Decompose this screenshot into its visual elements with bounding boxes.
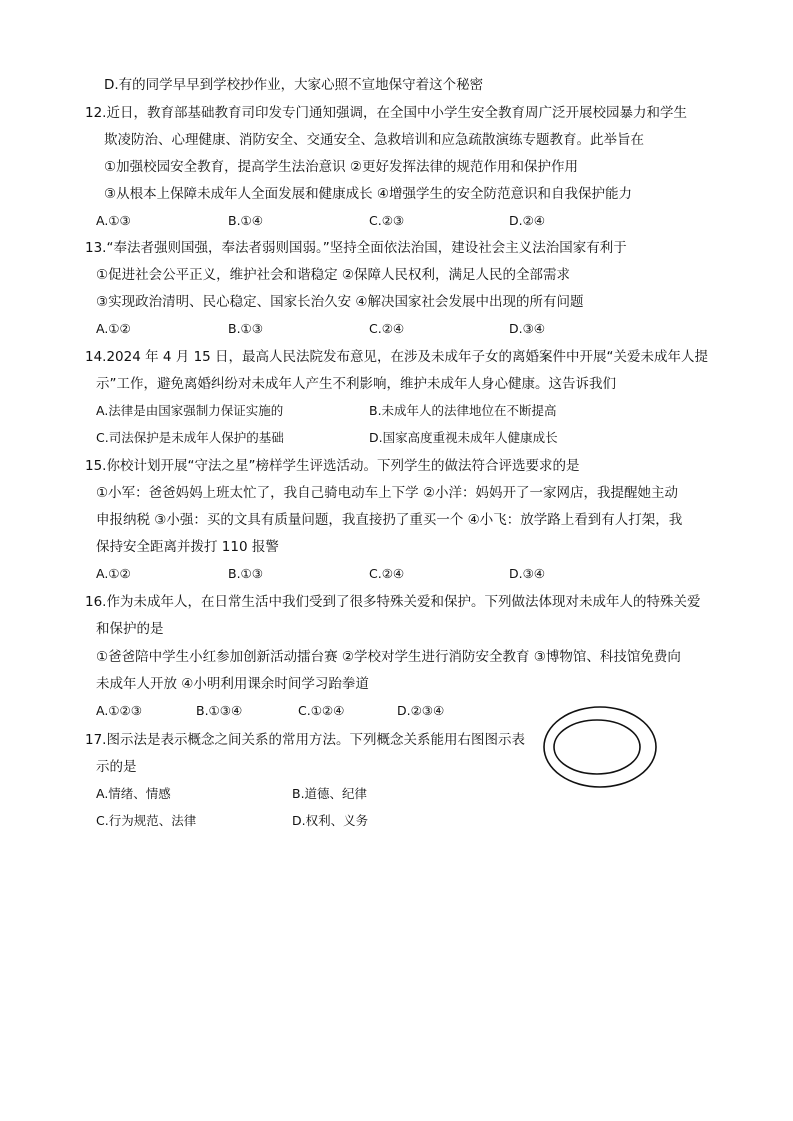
q14-option-a: A.法律是由国家强制力保证实施的: [96, 403, 284, 418]
q15-item-line-2: 申报纳税 ③小强：买的文具有质量问题，我直接扔了重买一个 ④小飞：放学路上看到有人打架，我: [96, 512, 683, 528]
q16-stem-line-2: 和保护的是: [96, 621, 164, 637]
q12-item-line-1: ①加强校园安全教育，提高学生法治意识 ②更好发挥法律的规范作用和保护作用: [104, 159, 578, 175]
q13-option-c: C.②④: [369, 321, 405, 336]
q17-option-a: A.情绪、情感: [96, 786, 171, 801]
q17-stem-line-1: 17.图示法是表示概念之间关系的常用方法。下列概念关系能用右图图示表: [85, 732, 525, 748]
q14-option-b: B.未成年人的法律地位在不断提高: [369, 403, 557, 418]
q15-option-a: A.①②: [96, 566, 131, 581]
q13-option-b: B.①③: [228, 321, 263, 336]
q14-option-d: D.国家高度重视未成年人健康成长: [369, 430, 558, 445]
q13-option-d: D.③④: [509, 321, 546, 336]
q15-stem-line-1: 15.你校计划开展“守法之星”榜样学生评选活动。下列学生的做法符合评选要求的是: [85, 458, 580, 474]
q16-option-a: A.①②③: [96, 703, 142, 718]
q15-option-d: D.③④: [509, 566, 546, 581]
q16-option-c: C.①②④: [298, 703, 345, 718]
q14-option-c: C.司法保护是未成年人保护的基础: [96, 430, 284, 445]
q14-stem-line-1: 14.2024 年 4 月 15 日，最高人民法院发布意见，在涉及未成年子女的离婚案件中开展“关爱未成年人提: [85, 349, 709, 365]
q15-option-b: B.①③: [228, 566, 263, 581]
q13-option-a: A.①②: [96, 321, 131, 336]
q12-option-c: C.②③: [369, 213, 405, 228]
q15-option-c: C.②④: [369, 566, 405, 581]
q12-stem-line-2: 欺凌防治、心理健康、消防安全、交通安全、急救培训和应急疏散演练专题教育。此举旨在: [104, 132, 644, 148]
q12-option-a: A.①③: [96, 213, 131, 228]
inner-ellipse: [554, 720, 640, 774]
nested-ellipses-diagram: [542, 704, 658, 790]
q12-option-d: D.②④: [509, 213, 546, 228]
q16-stem-line-1: 16.作为未成年人，在日常生活中我们受到了很多特殊关爱和保护。下列做法体现对未成年人的特殊关爱: [85, 594, 701, 610]
q16-item-line-1: ①爸爸陪中学生小红参加创新活动擂台赛 ②学校对学生进行消防安全教育 ③博物馆、科技馆免费向: [96, 649, 681, 665]
q16-item-line-2: 未成年人开放 ④小明利用课余时间学习跆拳道: [96, 676, 369, 692]
q15-item-line-3: 保持安全距离并拨打 110 报警: [96, 539, 279, 555]
q17-option-b: B.道德、纪律: [292, 786, 368, 801]
q17-stem-line-2: 示的是: [96, 759, 137, 775]
q13-stem-line-1: 13.“奉法者强则国强，奉法者弱则国弱。”坚持全面依法治国，建设社会主义法治国家有利于: [85, 240, 627, 256]
q12-stem-line-1: 12.近日，教育部基础教育司印发专门通知强调，在全国中小学生安全教育周广泛开展校园暴力和学生: [85, 105, 687, 121]
q12-option-b: B.①④: [228, 213, 263, 228]
q13-item-line-1: ①促进社会公平正义，维护社会和谐稳定 ②保障人民权利，满足人民的全部需求: [96, 267, 570, 283]
q16-option-d: D.②③④: [397, 703, 445, 718]
q11-option-d: D.有的同学早早到学校抄作业，大家心照不宣地保守着这个秘密: [104, 77, 484, 93]
q15-item-line-1: ①小军：爸爸妈妈上班太忙了，我自己骑电动车上下学 ②小洋：妈妈开了一家网店，我提醒她主动: [96, 485, 678, 501]
q14-stem-line-2: 示”工作，避免离婚纠纷对未成年人产生不利影响，维护未成年人身心健康。这告诉我们: [96, 376, 616, 392]
q13-item-line-2: ③实现政治清明、民心稳定、国家长治久安 ④解决国家社会发展中出现的所有问题: [96, 294, 584, 310]
q16-option-b: B.①③④: [196, 703, 243, 718]
q17-option-d: D.权利、义务: [292, 813, 369, 828]
q12-item-line-2: ③从根本上保障未成年人全面发展和健康成长 ④增强学生的安全防范意识和自我保护能力: [104, 186, 632, 202]
q17-option-c: C.行为规范、法律: [96, 813, 197, 828]
